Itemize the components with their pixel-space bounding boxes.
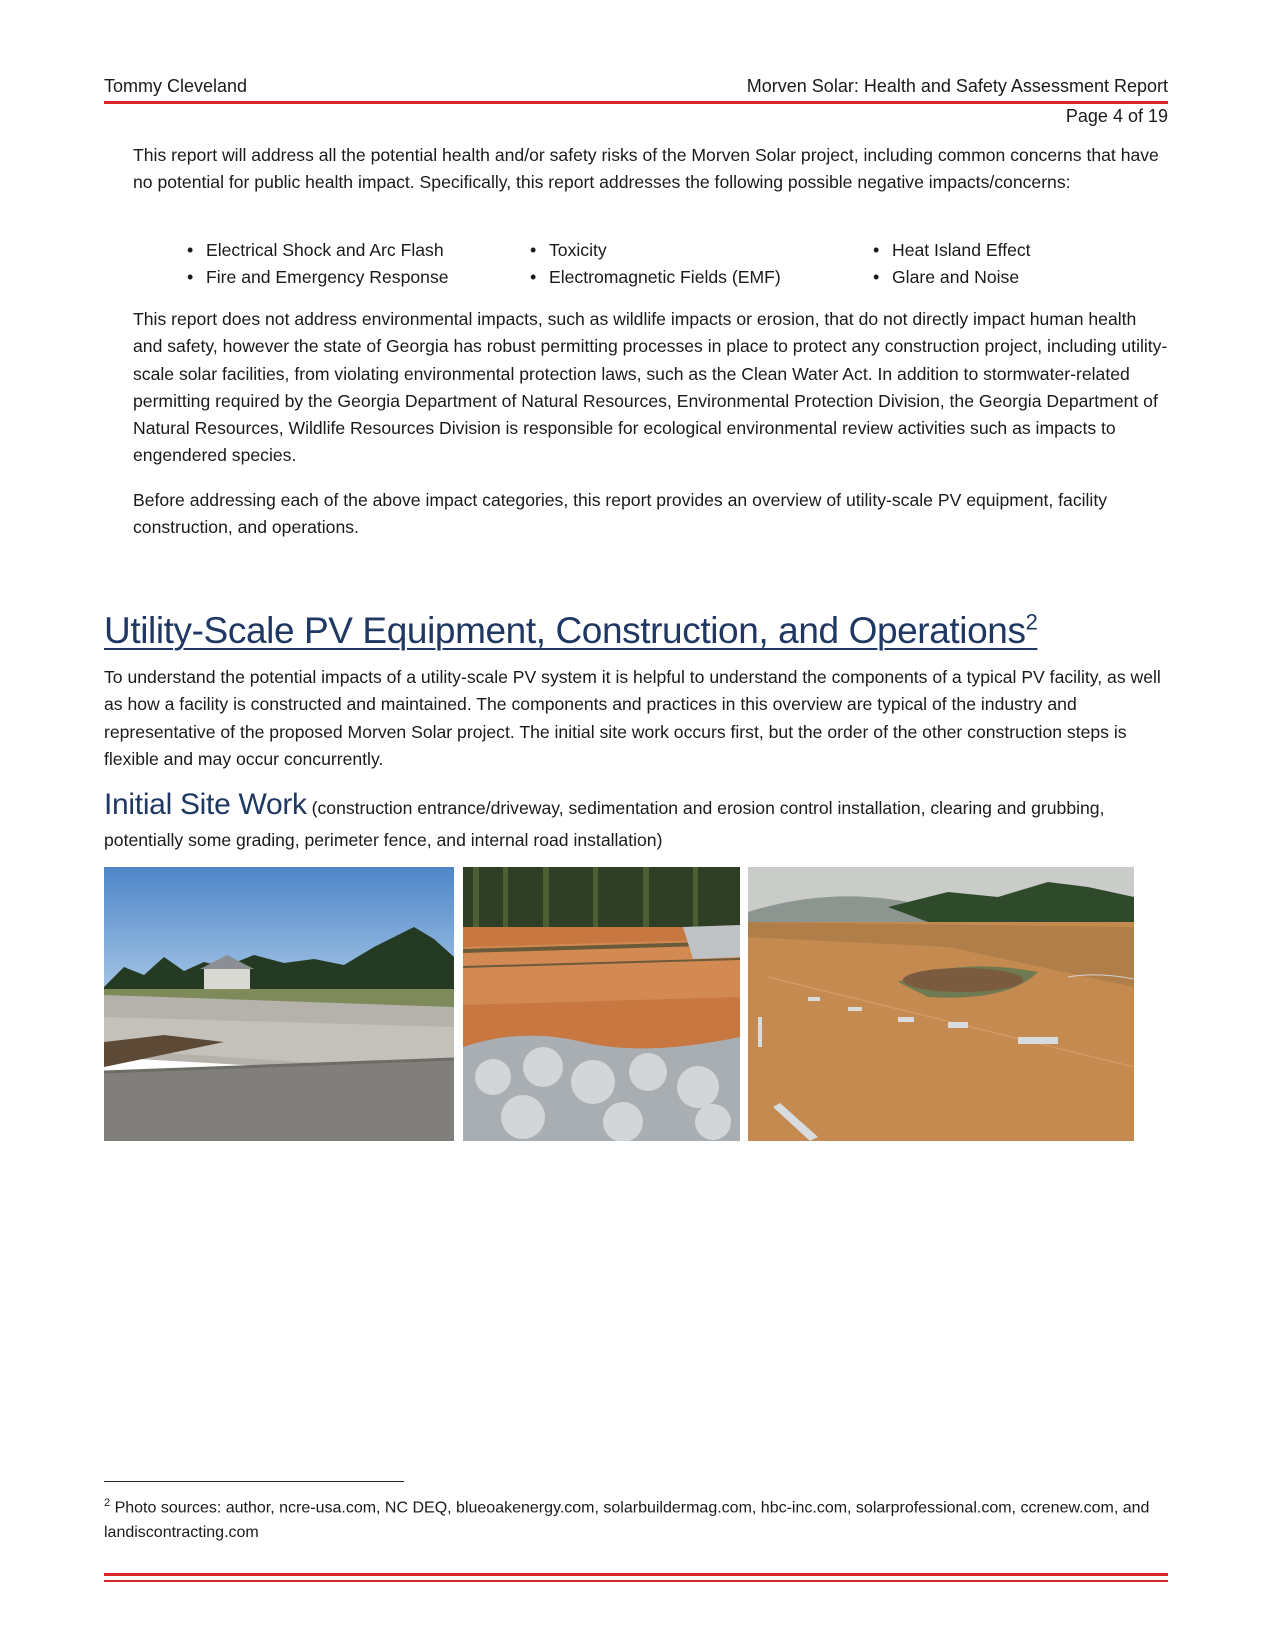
footnote bbox=[104, 1491, 1168, 1545]
bullet-item: • Electrical Shock and Arc Flash bbox=[187, 237, 449, 264]
bullet-item: • Glare and Noise bbox=[873, 264, 1031, 291]
footnote-reference[interactable]: 2 bbox=[1025, 609, 1038, 635]
footnote-number: 2 bbox=[104, 1497, 111, 1509]
section-heading-text: Utility-Scale PV Equipment, Construction, and Operations bbox=[104, 610, 1026, 651]
header-rule bbox=[104, 101, 1168, 104]
bullet-list-column-1 bbox=[187, 237, 449, 290]
page-number: Page 4 of 19 bbox=[1065, 106, 1168, 126]
subsection-heading: Initial Site Work bbox=[104, 788, 307, 821]
section-paragraph: To understand the potential impacts of a utility-scale PV system it is helpful to understand the components of a typical PV facility, as well as how a facility is constructed and maintained. The components and practices in this overview are typical of the industry and representative of the proposed Morven Solar project. The initial site work occurs first, but the order of the other construction steps is flexible and may occur concurrently. bbox=[104, 667, 1161, 769]
footer-rule-top bbox=[104, 1573, 1168, 1576]
bullet-list-column-2 bbox=[530, 237, 781, 290]
header-author: Tommy Cleveland bbox=[104, 76, 248, 96]
bullet-item: • Toxicity bbox=[530, 237, 781, 264]
bullet-item: • Fire and Emergency Response bbox=[187, 264, 449, 291]
intro-paragraph-2: This report does not address environmental impacts, such as wildlife impacts or erosion, that do not directly impact human health and safety, however the state of Georgia has robust permitting processes in place to protect any construction project, including utility-scale solar facilities, from violating environmental protection laws, such as the Clean Water Act. In addition to stormwater-related permitting required by the Georgia Department of Natural Resources, Environmental Protection Division, the Georgia Department of Natural Resources, Wildlife Resources Division is responsible for ecological environmental review activities such as impacts to engendered species. bbox=[133, 309, 1168, 466]
bullet-item: • Heat Island Effect bbox=[873, 237, 1031, 264]
bullet-list-column-3 bbox=[873, 237, 1031, 290]
section-heading bbox=[104, 610, 1037, 652]
intro-paragraph-1: This report will address all the potential health and/or safety risks of the Morven Solar project, including common concerns that have no potential for public health impact. Specifically, this report addresses the following possible negative impacts/concerns: bbox=[133, 145, 1159, 193]
footnote-text: Photo sources: author, ncre-usa.com, NC DEQ, blueoakenergy.com, solarbuildermag.com, hbc-inc.com, solarprofessional.com, ccrenew.com, and landiscontracting.com bbox=[104, 1499, 1150, 1542]
subsection-block bbox=[104, 789, 1168, 856]
footnote-separator bbox=[104, 1481, 404, 1482]
header-report-title: Morven Solar: Health and Safety Assessment Report bbox=[746, 76, 1168, 96]
intro-paragraph-3: Before addressing each of the above impact categories, this report provides an overview of utility-scale PV equipment, facility construction, and operations. bbox=[133, 490, 1108, 538]
bullet-item: • Electromagnetic Fields (EMF) bbox=[530, 264, 781, 291]
photo-graded-site bbox=[748, 867, 1134, 1141]
subsection-note: (construction entrance/driveway, sedimentation and erosion control installation, clearing and grubbing, potentially some grading, perimeter fence, and internal road installation) bbox=[104, 798, 1105, 850]
photo-construction-entrance bbox=[104, 867, 454, 1141]
photo-sediment-control bbox=[463, 867, 740, 1141]
footer-rule-bottom bbox=[104, 1580, 1168, 1582]
